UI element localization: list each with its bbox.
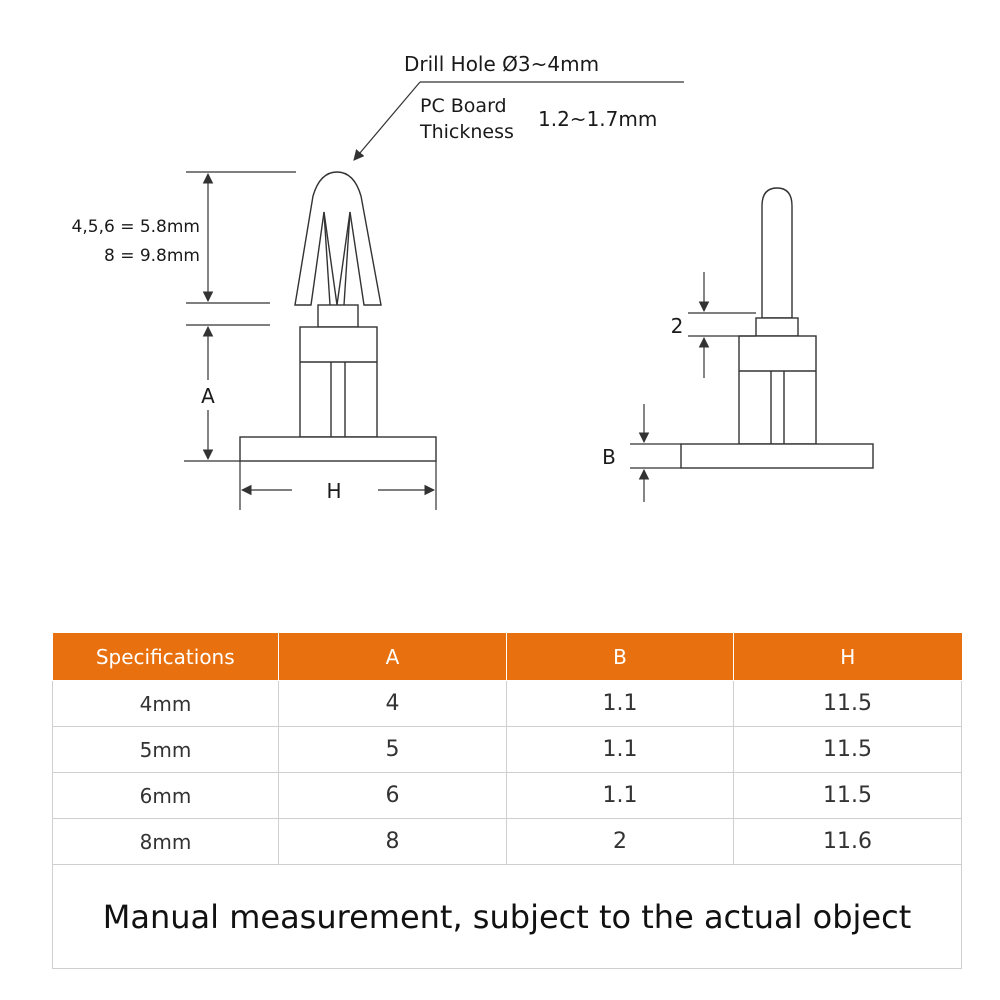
drill-hole-label: Drill Hole Ø3~4mm: [404, 52, 600, 76]
locking-base: [681, 444, 873, 468]
spec-cell: 6mm: [53, 773, 279, 819]
specifications-table: [52, 633, 962, 969]
thickness-value: 1.2~1.7mm: [538, 107, 658, 131]
b-cell: 1.1: [507, 727, 734, 773]
locking-pin: [762, 188, 792, 318]
header-a: A: [279, 633, 507, 681]
b-cell: 1.1: [507, 773, 734, 819]
right-standoff-drawing: [681, 188, 873, 468]
dimension-h-label: H: [326, 479, 342, 503]
standoff-arrow-head: [295, 172, 381, 305]
table-row: [53, 773, 962, 819]
dimension-a-label: A: [201, 384, 215, 408]
table-row: [53, 681, 962, 727]
dimension-b-label: B: [602, 445, 616, 469]
table-header-row: [53, 633, 962, 681]
spec-cell: 8mm: [53, 819, 279, 865]
note-row: [53, 865, 962, 969]
standoff-base: [240, 437, 436, 461]
leader-arrow: [354, 82, 420, 160]
h-cell: 11.5: [734, 773, 962, 819]
header-b: B: [507, 633, 734, 681]
a-cell: 5: [279, 727, 507, 773]
left-standoff-drawing: [240, 172, 436, 461]
dimension-2-label: 2: [670, 314, 684, 338]
b-cell: 1.1: [507, 681, 734, 727]
spec-cell: 4mm: [53, 681, 279, 727]
standoff-neck: [318, 305, 358, 327]
a-cell: 8: [279, 819, 507, 865]
h-cell: 11.5: [734, 681, 962, 727]
locking-body: [739, 336, 816, 444]
h-cell: 11.5: [734, 727, 962, 773]
head-dimension-label-1: 4,5,6 = 5.8mm: [71, 217, 200, 237]
a-cell: 4: [279, 681, 507, 727]
header-h: H: [734, 633, 962, 681]
header-specifications: Specifications: [53, 633, 279, 681]
a-cell: 6: [279, 773, 507, 819]
b-cell: 2: [507, 819, 734, 865]
table-row: [53, 727, 962, 773]
head-dimension-label-2: 8 = 9.8mm: [103, 246, 200, 266]
measurement-note: Manual measurement, subject to the actual object: [53, 865, 962, 969]
table-row: [53, 819, 962, 865]
pc-board-label-line2: Thickness: [420, 121, 514, 143]
pc-board-label-line1: PC Board: [420, 95, 507, 117]
standoff-body: [300, 327, 377, 437]
h-cell: 11.6: [734, 819, 962, 865]
spec-cell: 5mm: [53, 727, 279, 773]
locking-neck: [756, 318, 798, 336]
